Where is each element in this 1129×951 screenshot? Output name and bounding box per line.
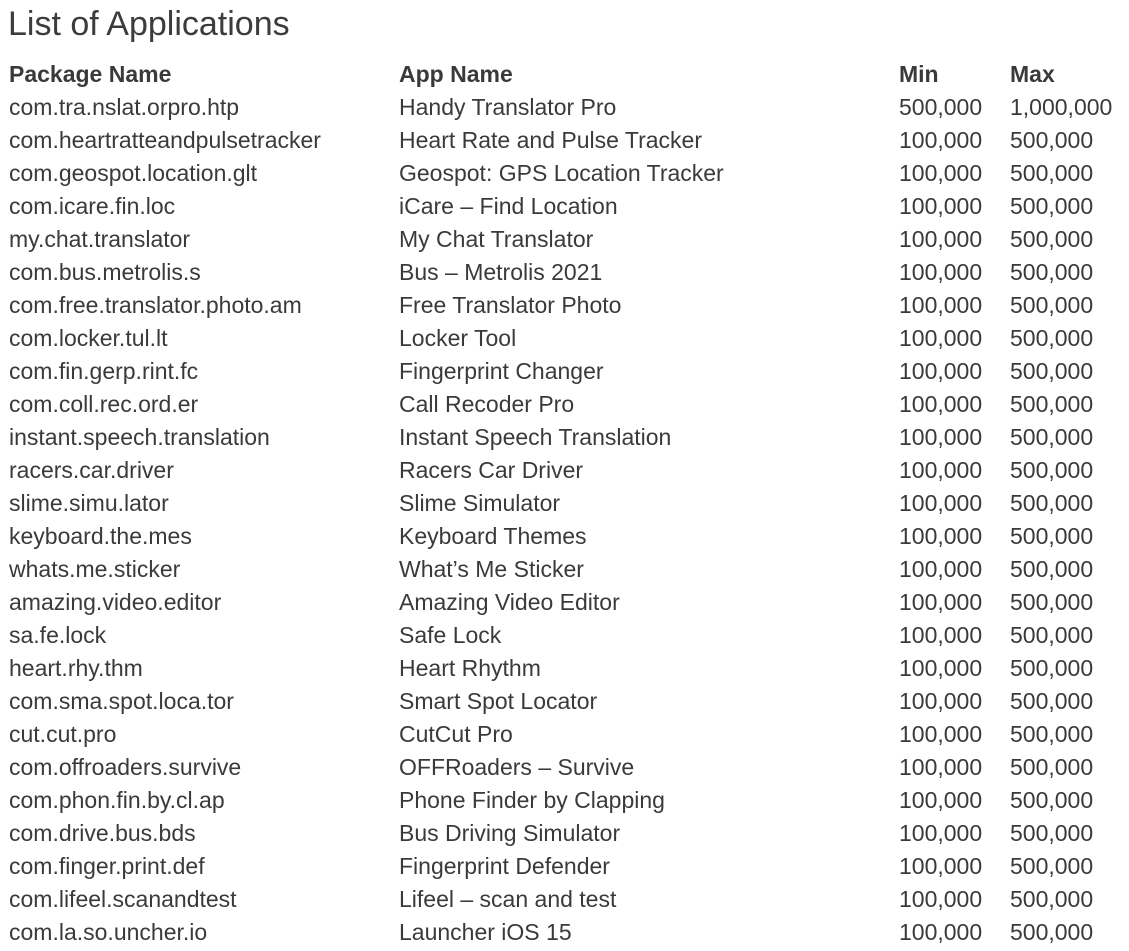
table-header-row [9,58,1129,91]
table-row [9,256,1129,289]
min-installs-cell: 100,000 [899,622,983,648]
table-row [9,355,1129,388]
table-row [9,685,1129,718]
table-row [9,553,1129,586]
max-installs-cell: 500,000 [1010,292,1094,318]
package-name-cell: racers.car.driver [9,457,174,483]
table-row [9,751,1129,784]
package-name-cell: whats.me.sticker [9,556,181,582]
min-installs-cell: 100,000 [899,754,983,780]
package-name-cell: com.finger.print.def [9,853,205,879]
app-name-cell: OFFRoaders – Survive [399,754,635,780]
table-row [9,322,1129,355]
package-name-cell: com.fin.gerp.rint.fc [9,358,199,384]
table-row [9,223,1129,256]
app-name-cell: Heart Rate and Pulse Tracker [399,127,702,153]
min-installs-cell: 100,000 [899,820,983,846]
max-installs-cell: 1,000,000 [1010,94,1113,120]
max-installs-cell: 500,000 [1010,655,1094,681]
app-name-cell: Slime Simulator [399,490,561,516]
package-name-cell: com.coll.rec.ord.er [9,391,199,417]
table-row [9,289,1129,322]
table-row [9,916,1129,949]
table-row [9,388,1129,421]
table-row [9,487,1129,520]
table-row [9,157,1129,190]
max-installs-cell: 500,000 [1010,193,1094,219]
min-installs-cell: 100,000 [899,886,983,912]
package-name-cell: com.geospot.location.glt [9,160,258,186]
max-installs-cell: 500,000 [1010,589,1094,615]
app-name-cell: Amazing Video Editor [399,589,620,615]
max-installs-cell: 500,000 [1010,853,1094,879]
package-name-cell: com.la.so.uncher.io [9,919,208,945]
package-name-cell: cut.cut.pro [9,721,117,747]
app-name-cell: Bus – Metrolis 2021 [399,259,603,285]
max-installs-cell: 500,000 [1010,622,1094,648]
package-name-cell: com.lifeel.scanandtest [9,886,237,912]
min-installs-cell: 100,000 [899,556,983,582]
min-installs-cell: 100,000 [899,721,983,747]
min-installs-cell: 100,000 [899,787,983,813]
app-name-cell: Smart Spot Locator [399,688,598,714]
max-installs-cell: 500,000 [1010,787,1094,813]
app-name-cell: Bus Driving Simulator [399,820,621,846]
max-installs-cell: 500,000 [1010,754,1094,780]
max-installs-cell: 500,000 [1010,490,1094,516]
header-app-name: App Name [399,61,513,87]
min-installs-cell: 500,000 [899,94,983,120]
max-installs-cell: 500,000 [1010,127,1094,153]
min-installs-cell: 100,000 [899,853,983,879]
app-name-cell: Heart Rhythm [399,655,541,681]
table-row [9,619,1129,652]
min-installs-cell: 100,000 [899,325,983,351]
min-installs-cell: 100,000 [899,523,983,549]
table-row [9,718,1129,751]
app-name-cell: CutCut Pro [399,721,513,747]
app-name-cell: Locker Tool [399,325,517,351]
package-name-cell: amazing.video.editor [9,589,222,615]
table-row [9,421,1129,454]
max-installs-cell: 500,000 [1010,424,1094,450]
package-name-cell: my.chat.translator [9,226,191,252]
min-installs-cell: 100,000 [899,358,983,384]
app-name-cell: Phone Finder by Clapping [399,787,665,813]
max-installs-cell: 500,000 [1010,457,1094,483]
table-row [9,124,1129,157]
max-installs-cell: 500,000 [1010,391,1094,417]
package-name-cell: com.offroaders.survive [9,754,242,780]
table-row [9,91,1129,124]
table-body [9,91,1129,949]
package-name-cell: com.bus.metrolis.s [9,259,201,285]
app-name-cell: Fingerprint Changer [399,358,604,384]
header-min: Min [899,61,939,87]
package-name-cell: com.icare.fin.loc [9,193,176,219]
max-installs-cell: 500,000 [1010,820,1094,846]
max-installs-cell: 500,000 [1010,919,1094,945]
app-name-cell: Handy Translator Pro [399,94,617,120]
max-installs-cell: 500,000 [1010,226,1094,252]
package-name-cell: com.heartratteandpulsetracker [9,127,321,153]
min-installs-cell: 100,000 [899,226,983,252]
table-row [9,883,1129,916]
app-name-cell: What’s Me Sticker [399,556,584,582]
app-name-cell: Safe Lock [399,622,502,648]
min-installs-cell: 100,000 [899,259,983,285]
table-row [9,850,1129,883]
package-name-cell: com.sma.spot.loca.tor [9,688,234,714]
table-row [9,652,1129,685]
max-installs-cell: 500,000 [1010,523,1094,549]
package-name-cell: com.drive.bus.bds [9,820,196,846]
min-installs-cell: 100,000 [899,490,983,516]
max-installs-cell: 500,000 [1010,358,1094,384]
app-name-cell: Lifeel – scan and test [399,886,617,912]
min-installs-cell: 100,000 [899,292,983,318]
package-name-cell: heart.rhy.thm [9,655,143,681]
app-name-cell: Launcher iOS 15 [399,919,572,945]
table-row [9,817,1129,850]
app-name-cell: iCare – Find Location [399,193,618,219]
min-installs-cell: 100,000 [899,589,983,615]
package-name-cell: sa.fe.lock [9,622,107,648]
max-installs-cell: 500,000 [1010,886,1094,912]
min-installs-cell: 100,000 [899,655,983,681]
package-name-cell: com.locker.tul.lt [9,325,168,351]
package-name-cell: com.phon.fin.by.cl.ap [9,787,225,813]
min-installs-cell: 100,000 [899,193,983,219]
app-name-cell: Instant Speech Translation [399,424,672,450]
max-installs-cell: 500,000 [1010,721,1094,747]
header-max: Max [1010,61,1055,87]
table-row [9,586,1129,619]
table-row [9,454,1129,487]
app-name-cell: My Chat Translator [399,226,594,252]
applications-table [9,58,1129,949]
min-installs-cell: 100,000 [899,424,983,450]
table-row [9,784,1129,817]
app-name-cell: Geospot: GPS Location Tracker [399,160,724,186]
app-name-cell: Call Recoder Pro [399,391,575,417]
max-installs-cell: 500,000 [1010,556,1094,582]
max-installs-cell: 500,000 [1010,688,1094,714]
package-name-cell: instant.speech.translation [9,424,270,450]
min-installs-cell: 100,000 [899,160,983,186]
min-installs-cell: 100,000 [899,688,983,714]
min-installs-cell: 100,000 [899,127,983,153]
page-title: List of Applications [8,5,290,43]
table-row [9,190,1129,223]
package-name-cell: com.tra.nslat.orpro.htp [9,94,240,120]
min-installs-cell: 100,000 [899,391,983,417]
min-installs-cell: 100,000 [899,919,983,945]
app-name-cell: Keyboard Themes [399,523,587,549]
max-installs-cell: 500,000 [1010,259,1094,285]
table-row [9,520,1129,553]
min-installs-cell: 100,000 [899,457,983,483]
max-installs-cell: 500,000 [1010,325,1094,351]
app-name-cell: Fingerprint Defender [399,853,610,879]
max-installs-cell: 500,000 [1010,160,1094,186]
header-package-name: Package Name [9,61,172,87]
app-name-cell: Racers Car Driver [399,457,584,483]
package-name-cell: com.free.translator.photo.am [9,292,302,318]
app-name-cell: Free Translator Photo [399,292,622,318]
package-name-cell: keyboard.the.mes [9,523,192,549]
package-name-cell: slime.simu.lator [9,490,169,516]
